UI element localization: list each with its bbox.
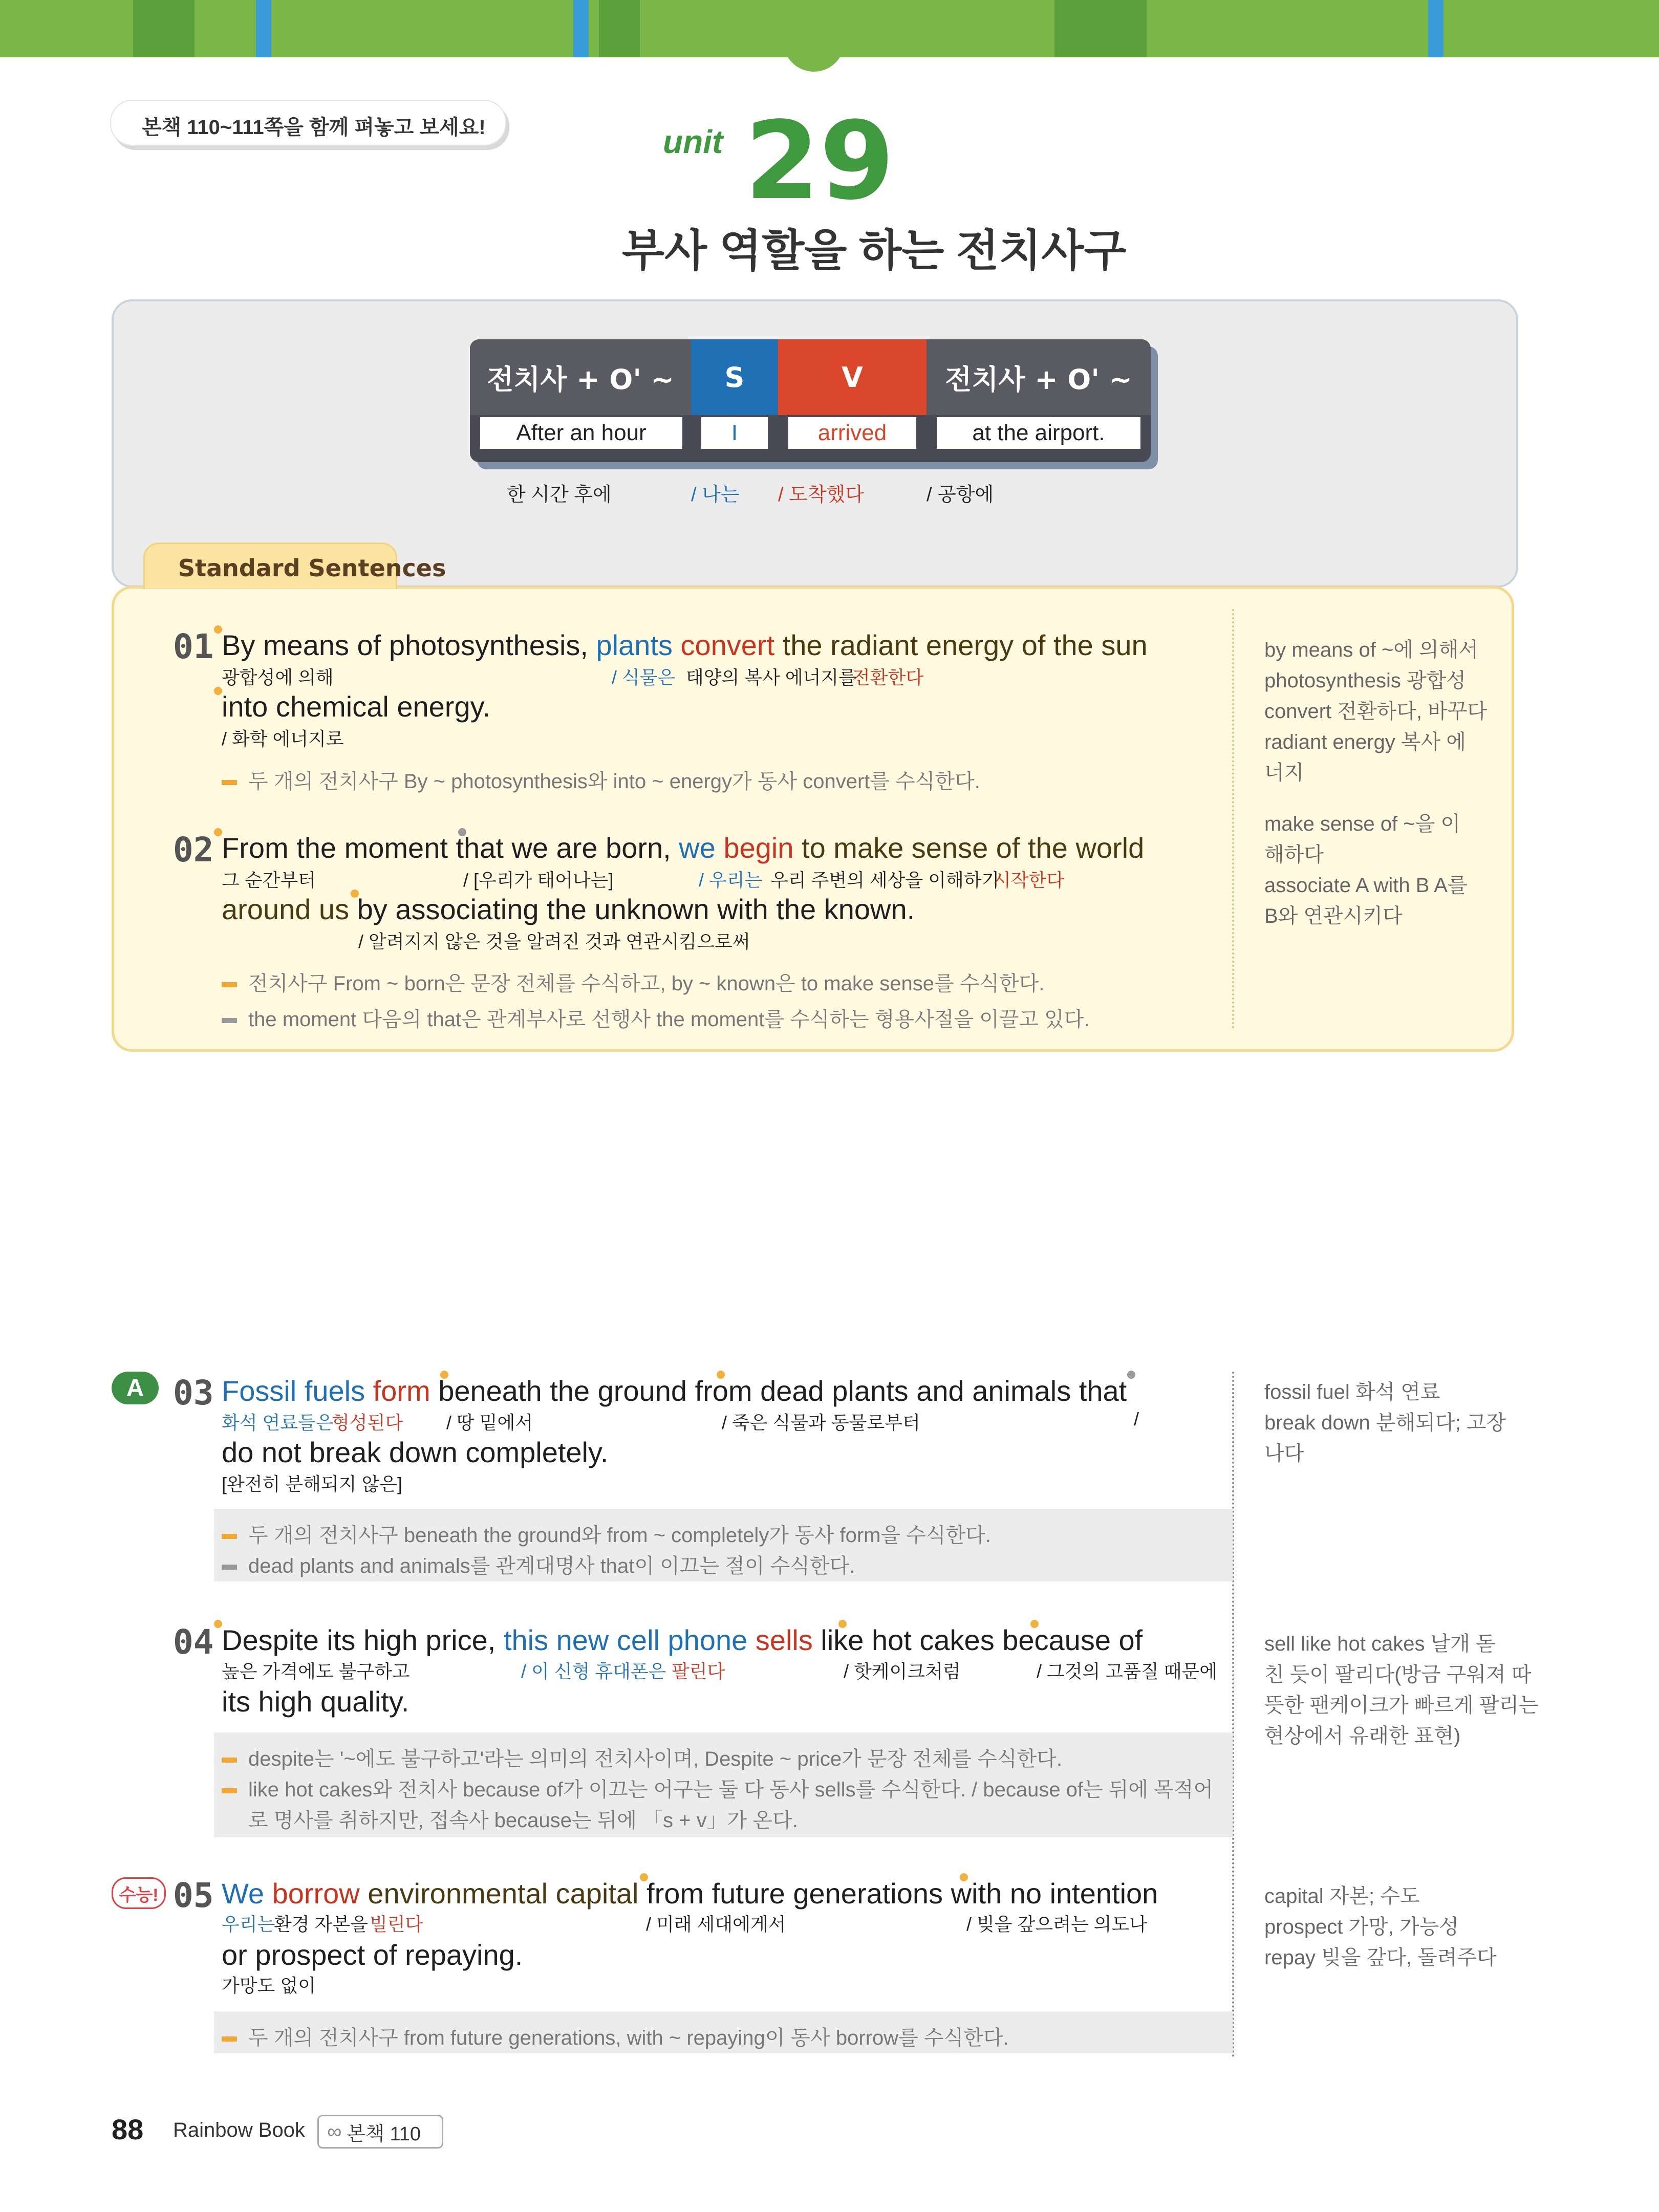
phrase: From the moment [222,832,448,864]
vocab-list-04 [1264,1629,1539,1751]
gloss-02-e: 시작한다 [993,870,1065,891]
phrase: because of [1002,1624,1143,1656]
sentence-number: 05 [173,1876,214,1915]
gloss-03-a: 화석 연료들은 [222,1412,334,1433]
note-text: 두 개의 전치사구 beneath the ground와 from ~ completely가 동사 form을 수식한다. [248,1524,991,1547]
vocab-item: photosynthesis 광합성 [1264,669,1466,692]
page-title: 부사 역할을 하는 전치사구 [622,226,1127,275]
gloss-05-f: 가망도 없이 [222,1975,316,1996]
sentence-05-line2: or prospect of repaying. [222,1939,523,1971]
vocab-item: convert 전환하다, 바꾸다 [1264,700,1487,723]
section-a-badge: A [112,1372,159,1404]
unit-number: 29 [745,98,895,224]
diagram-box-prep2: at the airport. [937,417,1140,449]
verb: form [373,1375,430,1407]
note-04-a [222,1743,1062,1772]
gloss-02-a: 그 순간부터 [222,870,316,891]
clause: that we are born, [456,832,671,864]
vocab-item: radiant energy 복사 에 [1264,731,1466,753]
gloss-03-e: / [1134,1408,1139,1429]
subject: Fossil fuels [222,1375,365,1407]
vocab-item: 현상에서 유래한 표현) [1264,1725,1461,1747]
gloss-04-b: / 이 신형 휴대폰은 [521,1661,666,1682]
sentence-02-line1 [222,831,1144,864]
gloss-03-b: 형성된다 [332,1412,403,1433]
sentence-04-line2: its high quality. [222,1685,410,1718]
top-notch [783,31,845,72]
vocab-item: break down 분해되다; 고장 [1264,1412,1506,1434]
note-04-b [222,1773,1213,1803]
bar-stripe-blue [573,0,589,57]
sentence-04-line1 [222,1623,1143,1657]
diagram-head-prep2: 전치사 + O' ~ [927,339,1151,415]
tab-label: Standard Sentences [178,554,446,582]
gloss-02-d: 우리 주변의 세상을 이해하기 [770,870,1000,891]
page-number: 88 [112,2113,144,2145]
chunk-dot [214,625,222,634]
vocab-item: fossil fuel 화석 연료 [1264,1381,1440,1403]
vocab-list-05 [1264,1881,1497,1973]
gloss-02-f: / 알려지지 않은 것을 알려진 것과 연관시킴으로써 [358,931,750,952]
vocab-item: B와 연관시키다 [1264,905,1403,927]
note-text: despite는 '~에도 불구하고'라는 의미의 전치사이며, Despite ~ price가 문장 전체를 수식한다. [248,1748,1062,1770]
gloss-03-d: / 죽은 식물과 동물로부터 [722,1412,920,1433]
vocab-divider [1232,1372,1234,2057]
note-01 [222,765,980,794]
sentence-number: 03 [173,1373,214,1413]
phrase: Despite its high price, [222,1624,496,1656]
verb: convert [680,629,775,661]
sentence-01-line1 [222,628,1148,662]
gloss-01-e: / 화학 에너지로 [222,728,344,749]
structure-diagram [470,339,1151,462]
bar-stripe [133,0,195,57]
gloss-04-e: / 그것의 고품질 때문에 [1037,1661,1217,1682]
reference-text: 본책 110 [347,2123,421,2145]
diagram-head-verb: V [778,339,927,415]
bar-stripe [1054,0,1147,57]
note-04-c: 로 명사를 취하지만, 접속사 because는 뒤에 「s + v」가 온다. [248,1809,798,1832]
diagram-gloss-1: 한 시간 후에 [507,484,612,506]
note-02-b [222,1003,1090,1032]
sentence-number: 04 [173,1622,214,1662]
note-text: the moment 다음의 that은 관계부사로 선행사 the moment를 수식하는 형용사절을 이끌고 있다. [248,1008,1090,1031]
vocab-item: 친 듯이 팔리다(방금 구워져 따 [1264,1663,1532,1686]
chunk-dot [214,828,222,836]
gloss-05-d: / 미래 세대에게서 [646,1914,786,1935]
phrase: from dead plants and animals [695,1375,1071,1407]
vocab-item: 해하다 [1264,843,1324,866]
phrase: around us [222,893,350,925]
diagram-gloss-4: / 공항에 [927,484,994,506]
verb: borrow [272,1877,360,1910]
sentence-03-line2: do not break down completely. [222,1436,609,1468]
book-name: Rainbow Book [173,2119,305,2141]
note-02-a [222,967,1044,996]
diagram-box-verb: arrived [788,417,916,449]
phrase: like hot cakes [821,1624,995,1656]
note-text: dead plants and animals를 관계대명사 that이 이끄는 절이 수식한다. [248,1555,855,1577]
bar-stripe-blue [256,0,271,57]
phrase: By means of photosynthesis, [222,629,588,661]
sentence-02-line2 [222,893,915,926]
vocab-item: 뜻한 팬케이크가 빠르게 팔리는 [1264,1694,1539,1717]
sentence-number: 01 [173,627,214,666]
vocab-item: make sense of ~을 이 [1264,813,1461,835]
diagram-gloss-3: / 도착했다 [778,484,864,506]
unit-label: unit [663,123,723,160]
gloss-02-c: / 우리는 [699,870,763,891]
gloss-02-b: / [우리가 태어나는] [463,870,614,891]
sentence-05-line1 [222,1877,1158,1910]
vocab-item: capital 자본; 수도 [1264,1885,1420,1907]
diagram-head-prep1: 전치사 + O' ~ [470,339,691,415]
verb: begin [723,832,794,864]
object: environmental capital [368,1877,639,1910]
gloss-03-f: [완전히 분해되지 않은] [222,1473,402,1494]
infinity-icon: ∞ [327,2120,342,2143]
phrase: from future generations [647,1877,943,1910]
sentence-number: 02 [173,830,214,870]
gloss-01-d: 전환한다 [852,667,924,688]
vocab-item: repay 빚을 갚다, 돌려주다 [1264,1946,1497,1969]
chunk-dot [214,687,222,695]
phrase: beneath the ground [438,1375,687,1407]
note-text: 전치사구 From ~ born은 문장 전체를 수식하고, by ~ known은 to make sense를 수식한다. [248,972,1045,995]
subject: We [222,1877,264,1910]
gloss-03-c: / 땅 밑에서 [446,1412,533,1433]
note-05-a [222,2022,1009,2051]
standard-sentences-tab [143,543,446,589]
gloss-04-d: / 핫케이크처럼 [844,1661,961,1682]
textbook-reference [317,2115,443,2149]
vocab-item: prospect 가망, 가능성 [1264,1916,1459,1938]
gloss-05-b: 환경 자본을 [274,1914,368,1935]
vocab-list-03 [1264,1377,1506,1469]
note-text: like hot cakes와 전치사 because of가 이끄는 어구는 둘 다 동사 sells를 수식한다. / because of는 뒤에 목적어 [248,1779,1214,1801]
note-text: 두 개의 전치사구 from future generations, with ~ repaying이 동사 borrow를 수식한다. [248,2027,1009,2049]
diagram-head-subject: S [691,339,778,415]
subject: we [679,832,716,864]
phrase: with no intention [951,1877,1158,1910]
verb: sells [755,1624,813,1656]
vocab-divider [1232,609,1234,1029]
csat-badge: 수능! [112,1877,166,1909]
bar-stripe [599,0,640,57]
object: the radiant energy of the sun [782,629,1148,661]
sentence-01-line2: into chemical energy. [222,690,490,723]
note-text: 두 개의 전치사구 By ~ photosynthesis와 into ~ energy가 동사 convert를 수식한다. [248,770,980,793]
phrase: by associating the unknown with the known. [357,893,915,925]
vocab-item: by means of ~에 의해서 [1264,639,1479,661]
gloss-01-b: / 식물은 [612,667,676,688]
gloss-01-c: 태양의 복사 에너지를 [686,667,856,688]
note-03-b [222,1550,855,1579]
gloss-01-a: 광합성에 의해 [222,667,334,688]
sentence-03-line1 [222,1374,1127,1407]
instruction-text: 본책 110~111쪽을 함께 펴놓고 보세요! [142,116,486,139]
vocab-item: sell like hot cakes 날개 돋 [1264,1633,1496,1655]
gloss-05-e: / 빚을 갚으려는 의도나 [966,1914,1147,1935]
vocab-item: 나다 [1264,1442,1304,1465]
chunk-dot [214,1620,222,1628]
bar-stripe-blue [1428,0,1443,57]
gloss-04-c: 팔린다 [672,1661,725,1682]
gloss-04-a: 높은 가격에도 불구하고 [222,1661,410,1682]
object: to make sense of the world [802,832,1145,864]
chunk-dot [1127,1371,1135,1379]
gloss-05-a: 우리는 [222,1914,275,1935]
vocab-list-standard [1264,635,1487,931]
relative-pronoun: that [1079,1375,1127,1407]
note-03-a [222,1519,991,1548]
diagram-box-subject: I [701,417,768,449]
diagram-box-prep1: After an hour [480,417,682,449]
subject: this new cell phone [503,1624,748,1656]
instruction-pill [110,100,506,146]
vocab-item: 너지 [1264,762,1304,784]
subject: plants [596,629,673,661]
gloss-05-c: 빌린다 [370,1914,423,1935]
vocab-item: associate A with B A를 [1264,874,1468,897]
diagram-gloss-2: / 나는 [691,484,740,506]
